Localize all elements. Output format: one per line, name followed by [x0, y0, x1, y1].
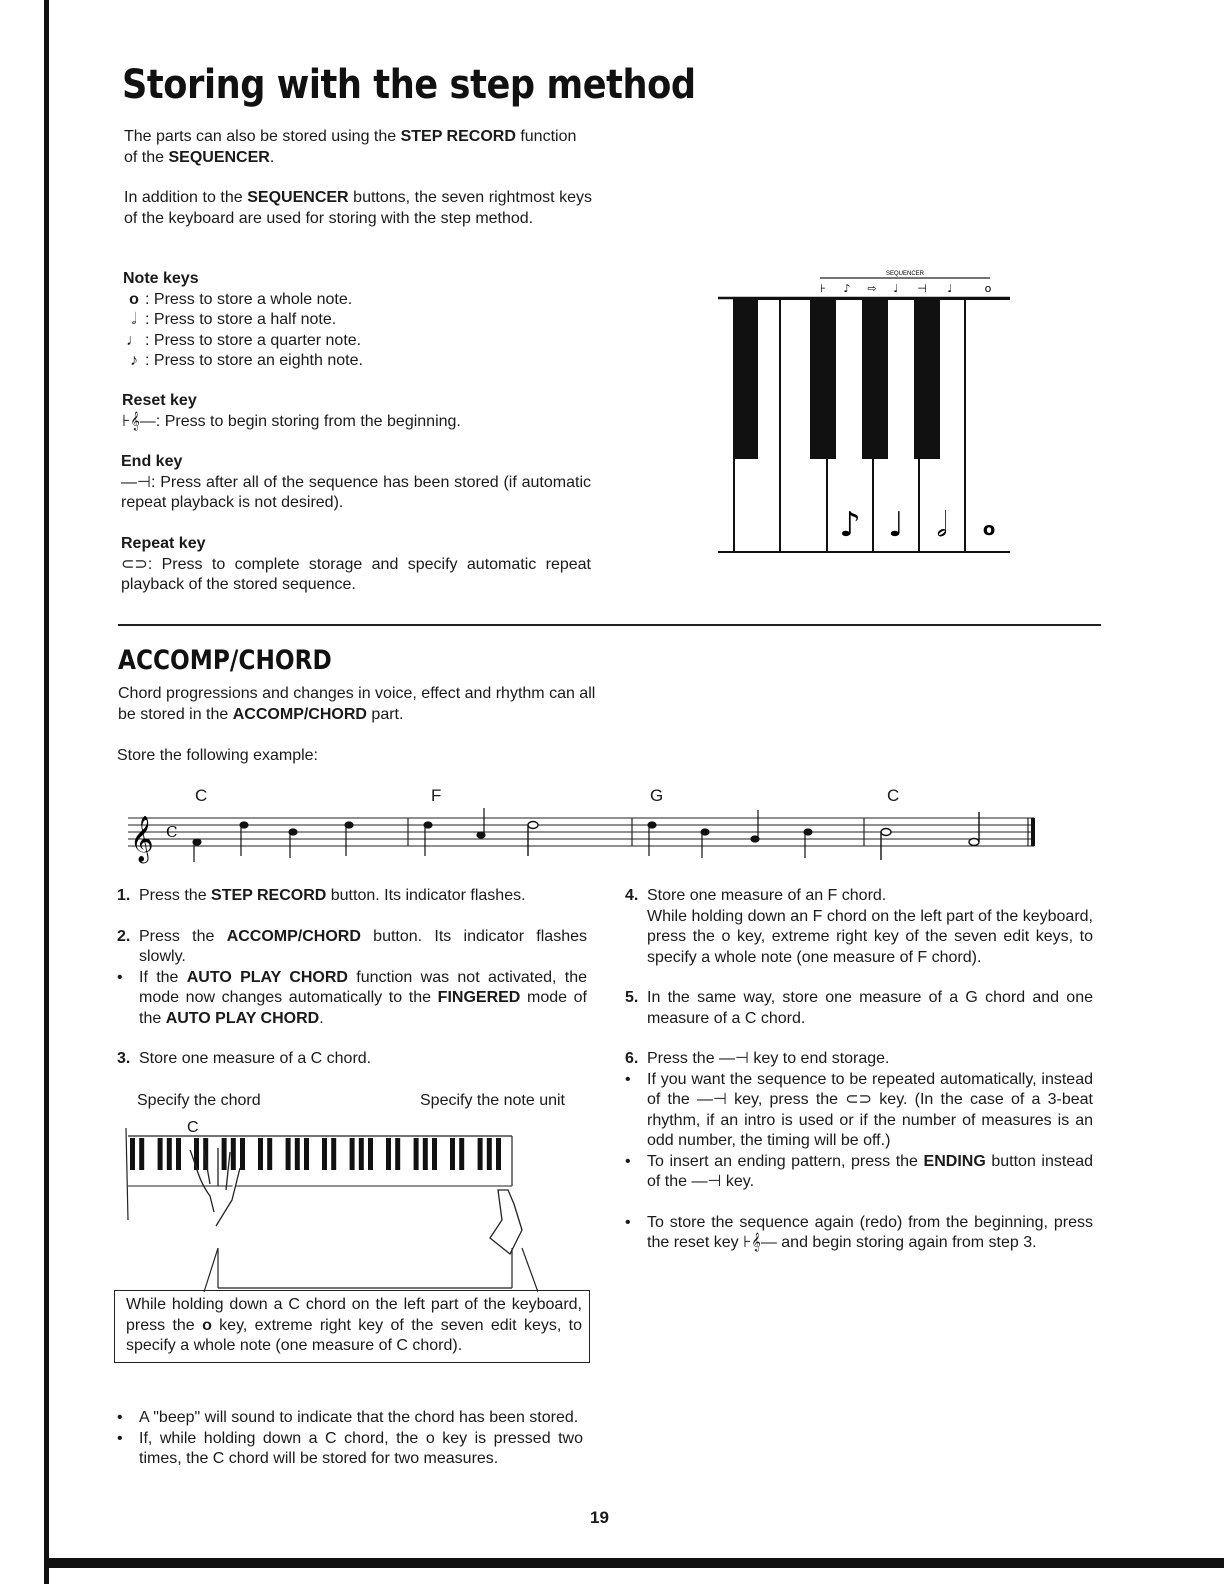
step-6: 6. Press the —⊣ key to end storage. [625, 1050, 890, 1067]
black-key [240, 1138, 245, 1170]
black-key [414, 1138, 419, 1170]
black-key [450, 1138, 455, 1170]
black-key [359, 1138, 364, 1170]
black-key [423, 1138, 428, 1170]
chord-label: C [195, 786, 208, 805]
black-key [350, 1138, 355, 1170]
black-key [258, 1138, 263, 1170]
black-key [231, 1138, 236, 1170]
repeat-key-icon: ⊂⊃ [121, 555, 148, 573]
whole-note-key-icon: o [982, 519, 996, 540]
quarter-note-icon: ♩ [126, 331, 142, 349]
quarter-note-key-icon: ♩ [887, 505, 905, 545]
keyboard-hands-illustration [118, 1120, 538, 1295]
end-key-heading: End key [121, 453, 183, 470]
step-2: 2. Press the ACCOMP/CHORD button. Its indicator flashes slowly. [117, 927, 587, 965]
black-key [130, 1138, 135, 1170]
white-key [965, 299, 1010, 552]
black-key [304, 1138, 309, 1170]
reset-key-icon: ⊦𝄞— [122, 412, 156, 430]
page-number: 19 [590, 1508, 609, 1527]
end-symbol-icon: ⊣ [917, 282, 927, 295]
step-5: 5. In the same way, store one measure of a G chord and one measure of a C chord. [625, 989, 1093, 1027]
black-key [203, 1138, 208, 1170]
store-example-text: Store the following example: [117, 747, 318, 764]
edit-keys-diagram [710, 262, 1010, 562]
black-key [222, 1138, 227, 1170]
black-key [862, 299, 888, 459]
black-key [496, 1138, 501, 1170]
whole-note-icon: o [202, 1316, 212, 1334]
specify-note-label: Specify the note unit [420, 1092, 565, 1109]
section-title-accomp-chord: ACCOMP/CHORD [118, 645, 332, 676]
section-divider [118, 624, 1101, 626]
reset-key-section: Reset key ⊦𝄞—: Press to begin storing from the beginning. [122, 391, 592, 432]
right-steps [625, 886, 1093, 1254]
black-key [295, 1138, 300, 1170]
callout-box: While holding down a C chord on the left part of the keyboard, press the o key, extreme right key of the seven edit keys, to specify a whole note (one measure of C chord). [114, 1290, 590, 1363]
page-edge-left [44, 0, 49, 1584]
chord-c-label: C [187, 1119, 199, 1136]
black-key [914, 299, 940, 459]
left-steps [117, 886, 587, 1070]
half-note-key-icon: 𝅗𝅥 [936, 505, 948, 545]
black-key [331, 1138, 336, 1170]
music-staff [118, 806, 1048, 866]
repeat-key-heading: Repeat key [121, 535, 206, 552]
repeat-key-section: Repeat key ⊂⊃: Press to complete storage and specify automatic repeat playback of the stored sequence. [121, 535, 591, 593]
reset-key-heading: Reset key [122, 392, 197, 409]
note-keys-heading: Note keys [123, 270, 199, 287]
chord-label: G [650, 786, 664, 805]
step-6-bullet: • If you want the sequence to be repeated automatically, instead of the —⊣ key, press the ⊂⊃ key. (In the case of a 3-beat rhythm, if an intro is used or if the number of measures is an odd number, the timing will be off.) [625, 1070, 1093, 1149]
page-title: Storing with the step method [122, 62, 696, 108]
step-2-bullet: • If the AUTO PLAY CHORD function was not activated, the mode now changes automatically to the FINGERED mode of the AUTO PLAY CHORD. [117, 968, 587, 1027]
whole-note-icon: o [129, 290, 139, 308]
chord-label: C [887, 786, 900, 805]
treble-clef-icon: 𝄞 [130, 816, 154, 862]
black-key [459, 1138, 464, 1170]
chord-label: F [431, 786, 442, 805]
end-key-icon: —⊣ [121, 473, 151, 491]
note-keys-section [123, 269, 593, 372]
end-key-section: End key —⊣: Press after all of the sequence has been stored (if automatic repeat playback is not desired). [121, 453, 591, 511]
bullet-item: • If, while holding down a C chord, the o key is pressed two times, the C chord will be stored for two measures. [117, 1429, 583, 1467]
common-time-icon: C [166, 823, 178, 841]
eighth-note-icon: ♪ [130, 352, 138, 369]
black-key [487, 1138, 492, 1170]
intro-paragraph-2: In addition to the SEQUENCER buttons, the seven rightmost keys of the keyboard are used for storing with the step method. [124, 189, 592, 227]
note-key-row: ♪ : Press to store an eighth note. [123, 351, 593, 372]
repeat-symbol-icon: ⇨ [867, 282, 877, 295]
whole-symbol-icon: o [984, 282, 992, 295]
black-key [368, 1138, 373, 1170]
black-key [139, 1138, 144, 1170]
black-key [386, 1138, 391, 1170]
final-bar-line [1031, 818, 1035, 846]
black-key [167, 1138, 172, 1170]
quarter-symbol-icon: ♩ [893, 282, 899, 295]
black-key [478, 1138, 483, 1170]
black-key [432, 1138, 437, 1170]
step-3: 3. Store one measure of a C chord. [117, 1050, 372, 1067]
black-key [176, 1138, 181, 1170]
page-edge-bottom [44, 1558, 1224, 1568]
step-1: 1. Press the STEP RECORD button. Its indicator flashes. [117, 887, 526, 904]
reset-symbol-icon: ⊦ [820, 282, 826, 295]
half-note-icon: 𝅗𝅥 [131, 311, 137, 328]
sequencer-label: SEQUENCER [885, 271, 925, 277]
black-key [322, 1138, 327, 1170]
black-key [267, 1138, 272, 1170]
eighth-note-key-icon: ♪ [839, 505, 861, 545]
note-key-row: o : Press to store a whole note. [123, 290, 593, 311]
step-6-bullet: • To store the sequence again (redo) from the beginning, press the reset key ⊦𝄞— and begin storing again from step 3. [625, 1213, 1093, 1251]
black-key [395, 1138, 400, 1170]
step-6-bullet: • To insert an ending pattern, press the ENDING button instead of the —⊣ key. [625, 1152, 1094, 1190]
step-4: 4. Store one measure of an F chord. While holding down an F chord on the left part of the keyboard, press the o key, extreme right key of the seven edit keys, to specify a whole note (one measure of F chord). [625, 887, 1093, 966]
accomp-intro: Chord progressions and changes in voice, effect and rhythm can all be stored in the ACCOMP/CHORD part. [118, 685, 596, 723]
intro-paragraph-1: The parts can also be stored using the STEP RECORD function of the SEQUENCER. [124, 128, 577, 166]
left-bullets [117, 1408, 583, 1470]
black-key [810, 299, 836, 459]
black-key [158, 1138, 163, 1170]
note-key-row: ♩ : Press to store a quarter note. [123, 331, 593, 352]
half-symbol-icon: ♩ [947, 282, 953, 295]
specify-chord-label: Specify the chord [137, 1092, 261, 1109]
eighth-symbol-icon: ♪ [843, 282, 851, 295]
note-key-row: 𝅗𝅥 : Press to store a half note. [123, 310, 593, 331]
black-key [734, 299, 758, 459]
bullet-item: • A "beep" will sound to indicate that the chord has been stored. [117, 1409, 579, 1426]
black-key [286, 1138, 291, 1170]
